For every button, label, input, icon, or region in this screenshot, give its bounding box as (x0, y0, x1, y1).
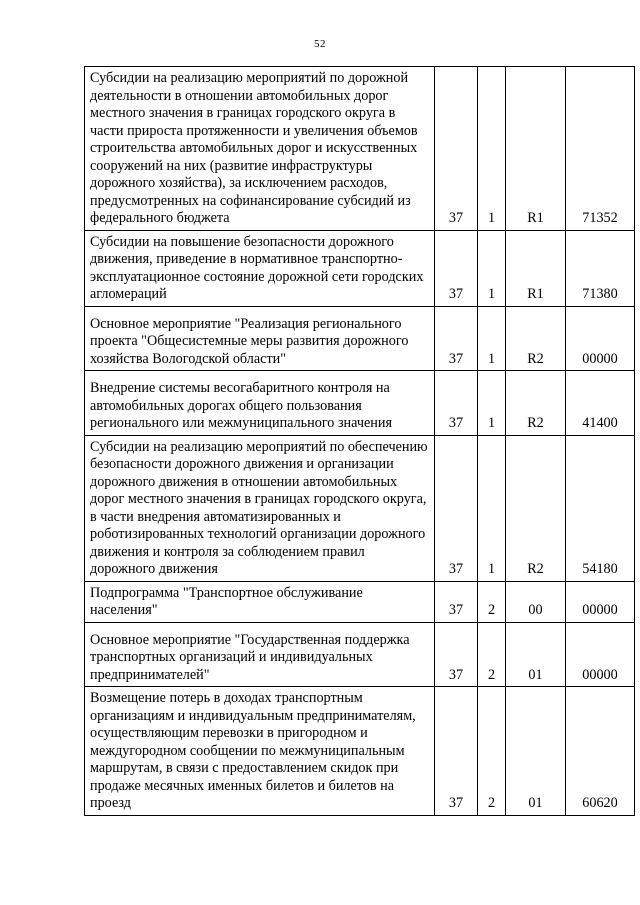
code-event: 01 (506, 622, 566, 687)
code-direction: 00000 (566, 306, 635, 371)
code-subprogram: 1 (478, 230, 506, 306)
code-direction: 71352 (566, 67, 635, 231)
code-direction: 00000 (566, 622, 635, 687)
code-program: 37 (435, 581, 478, 622)
code-event: R2 (506, 435, 566, 581)
row-description: Субсидии на реализацию мероприятий по дорожной деятельности в отношении автомобильных дорог местного значения в границах городского округа в части прироста протяженности и увеличения объемов строительства автомобильных дорог и искусственных сооружений на них (развитие инфраструктуры дорожного хозяйства), за исключением расходов, предусмотренных на софинансирование субсидий из федерального бюджета (85, 67, 435, 231)
row-description: Субсидии на повышение безопасности дорожного движения, приведение в нормативное транспортно-эксплуатационное состояние дорожной сети городских агломераций (85, 230, 435, 306)
code-event: 00 (506, 581, 566, 622)
code-direction: 71380 (566, 230, 635, 306)
code-subprogram: 1 (478, 435, 506, 581)
budget-classification-table (84, 66, 635, 816)
code-subprogram: 1 (478, 371, 506, 436)
row-description: Возмещение потерь в доходах транспортным организациям и индивидуальным предпринимателям, осуществляющим перевозки в пригородном и междугородном сообщении по межмуниципальным маршрутам, в связи с предоставлением скидок при продаже месячных именных билетов и билетов на проезд (85, 687, 435, 816)
row-description: Основное мероприятие "Реализация регионального проекта "Общесистемные меры развития дорожного хозяйства Вологодской области" (85, 306, 435, 371)
row-description: Подпрограмма "Транспортное обслуживание населения" (85, 581, 435, 622)
table-row (85, 581, 635, 622)
code-direction: 60620 (566, 687, 635, 816)
table-row (85, 371, 635, 436)
code-direction: 00000 (566, 581, 635, 622)
table-row (85, 622, 635, 687)
table-row (85, 67, 635, 231)
code-program: 37 (435, 622, 478, 687)
table-row (85, 687, 635, 816)
code-subprogram: 2 (478, 581, 506, 622)
row-description: Субсидии на реализацию мероприятий по обеспечению безопасности дорожного движения и организации дорожного движения в отношении автомобильных дорог местного значения в границах городского округа, в части внедрения автоматизированных и роботизированных технологий организации дорожного движения и контроля за соблюдением правил дорожного движения (85, 435, 435, 581)
row-description: Основное мероприятие "Государственная поддержка транспортных организаций и индивидуальных предпринимателей" (85, 622, 435, 687)
code-subprogram: 2 (478, 622, 506, 687)
code-event: R2 (506, 371, 566, 436)
code-subprogram: 1 (478, 67, 506, 231)
code-subprogram: 1 (478, 306, 506, 371)
page-number: 52 (314, 38, 326, 50)
code-event: R1 (506, 230, 566, 306)
code-direction: 41400 (566, 371, 635, 436)
code-program: 37 (435, 435, 478, 581)
code-direction: 54180 (566, 435, 635, 581)
row-description: Внедрение системы весогабаритного контроля на автомобильных дорогах общего пользования регионального или межмуниципального значения (85, 371, 435, 436)
code-program: 37 (435, 230, 478, 306)
table-row (85, 306, 635, 371)
table-row (85, 230, 635, 306)
code-program: 37 (435, 67, 478, 231)
code-event: R1 (506, 67, 566, 231)
code-program: 37 (435, 371, 478, 436)
code-event: 01 (506, 687, 566, 816)
code-program: 37 (435, 687, 478, 816)
code-subprogram: 2 (478, 687, 506, 816)
code-program: 37 (435, 306, 478, 371)
code-event: R2 (506, 306, 566, 371)
table-row (85, 435, 635, 581)
